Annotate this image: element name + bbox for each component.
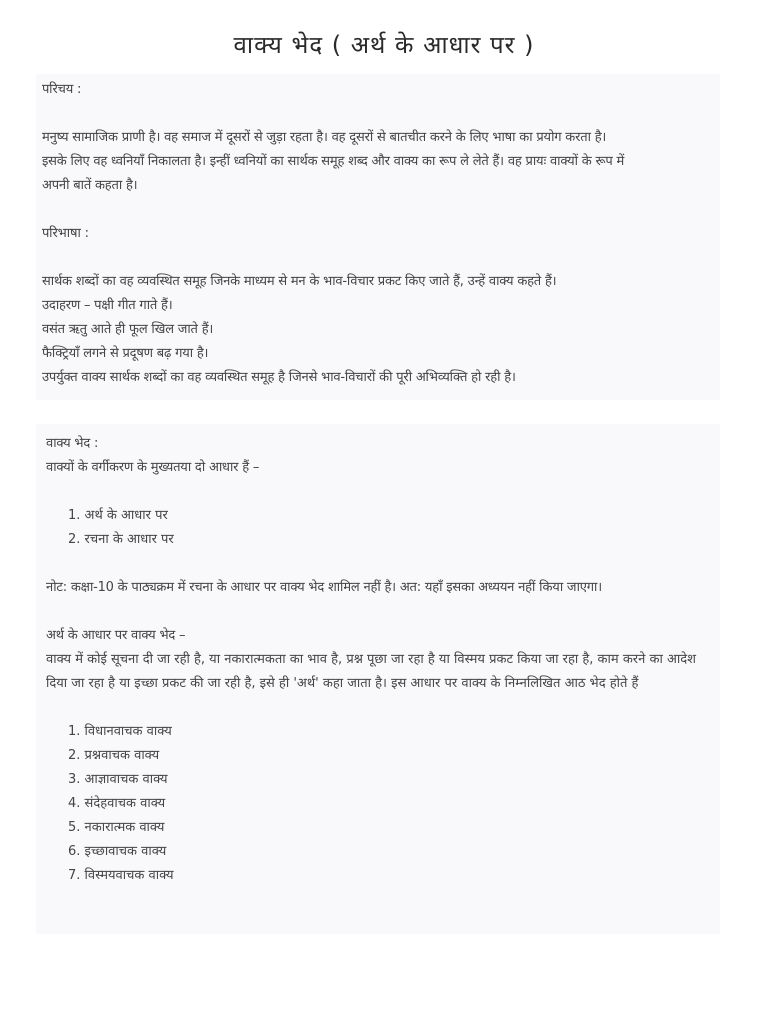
intro-heading: परिचय : — [42, 82, 82, 97]
meaning-types-list — [46, 720, 720, 888]
page-title: वाक्य भेद ( अर्थ के आधार पर ) — [233, 31, 535, 59]
list-item: 7. विस्मयवाचक वाक्य — [68, 868, 174, 883]
list-item: 2. प्रश्नवाचक वाक्य — [68, 748, 160, 763]
intro-panel — [36, 74, 720, 400]
bases-list — [46, 504, 720, 552]
meaning-text: वाक्य में कोई सूचना दी जा रही है, या नकारात्मकता का भाव है, प्रश्न पूछा जा रहा है या विस्मय प्रकट किया जा रहा है, काम करने का आदेश दिया जा रहा है या इच्छा प्रकट की जा रही है, इसे ही 'अर्थ' कहा जाता है। इस आधार पर वाक्य के निम्नलिखित आठ भेद होते हैं — [46, 652, 696, 691]
meaning-heading: अर्थ के आधार पर वाक्य भेद – — [46, 628, 186, 643]
note-text: नोट: कक्षा-10 के पाठ्यक्रम में रचना के आधार पर वाक्य भेद शामिल नहीं है। अत: यहाँ इसका अध्ययन नहीं किया जाएगा। — [46, 580, 602, 595]
list-item: 4. संदेहवाचक वाक्य — [68, 796, 166, 811]
example-line: उदाहरण – पक्षी गीत गाते हैं। — [42, 298, 173, 313]
types-intro: वाक्यों के वर्गीकरण के मुख्यतया दो आधार हैं – — [46, 460, 260, 475]
list-item: 6. इच्छावाचक वाक्य — [68, 844, 167, 859]
list-item: 1. अर्थ के आधार पर — [68, 508, 168, 523]
example-line: फैक्ट्रियाँ लगने से प्रदूषण बढ़ गया है। — [42, 346, 209, 361]
list-item: 5. नकारात्मक वाक्य — [68, 820, 165, 835]
example-line: वसंत ऋतु आते ही फूल खिल जाते हैं। — [42, 322, 214, 337]
intro-line: मनुष्य सामाजिक प्राणी है। वह समाज में दूसरों से जुड़ा रहता है। वह दूसरों से बातचीत करने के लिए भाषा का प्रयोग करता है। — [42, 130, 607, 145]
types-heading: वाक्य भेद : — [46, 436, 99, 451]
definition-line: उपर्युक्त वाक्य सार्थक शब्दों का वह व्यवस्थित समूह है जिनसे भाव-विचारों की पूरी अभिव्यक्ति हो रही है। — [42, 370, 516, 385]
definition-line: सार्थक शब्दों का वह व्यवस्थित समूह जिनके माध्यम से मन के भाव-विचार प्रकट किए जाते हैं, उन्हें वाक्य कहते हैं। — [42, 274, 557, 289]
list-item: 3. आज्ञावाचक वाक्य — [68, 772, 168, 787]
definition-heading: परिभाषा : — [42, 226, 89, 241]
intro-line: अपनी बातें कहता है। — [42, 178, 138, 193]
list-item: 2. रचना के आधार पर — [68, 532, 174, 547]
list-item: 1. विधानवाचक वाक्य — [68, 724, 172, 739]
types-panel — [36, 424, 720, 934]
intro-line: इसके लिए वह ध्वनियाँ निकालता है। इन्हीं ध्वनियों का सार्थक समूह शब्द और वाक्य का रूप ले लेते हैं। वह प्रायः वाक्यों के रूप में — [42, 154, 625, 169]
